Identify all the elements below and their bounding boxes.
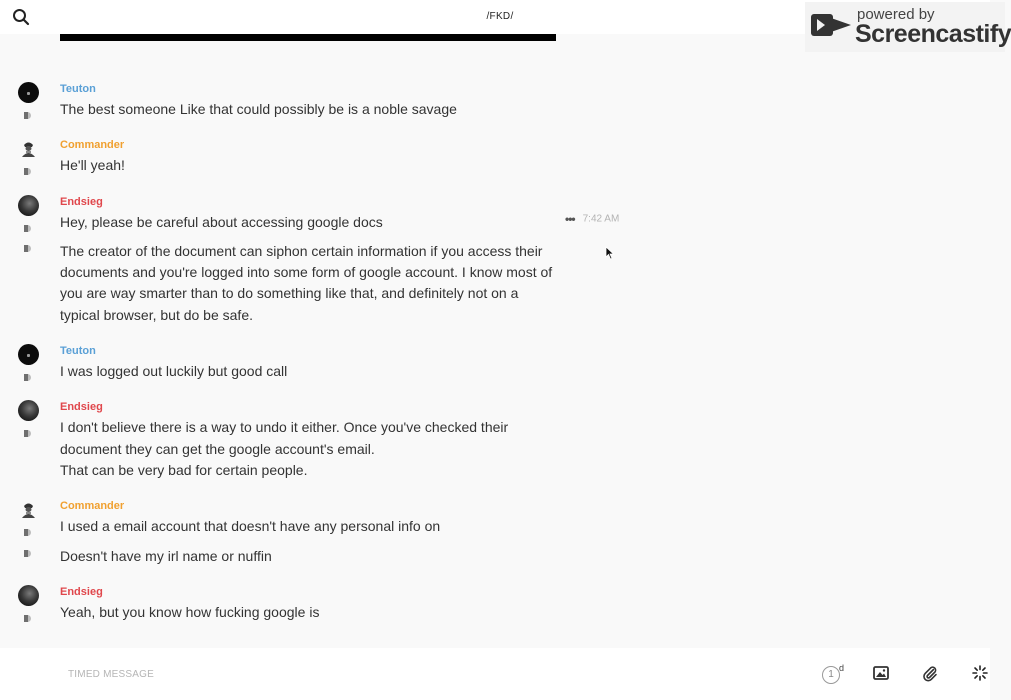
message-timestamp: 7:42 AM (582, 213, 620, 225)
message-text: I was logged out luckily but good call (60, 363, 288, 380)
message-text: The creator of the document can siphon certain information if you access their documents and you're logged into some form of google account. I know most of you are way smarter than to do something like that, and definitely not on a typical browser, but do be safe. (60, 242, 557, 323)
message-item[interactable] (0, 585, 990, 623)
message-author[interactable]: Teuton (60, 345, 96, 358)
message-author[interactable]: Teuton (60, 83, 96, 95)
screencastify-watermark (805, 2, 1011, 52)
message-item[interactable] (0, 82, 990, 120)
read-status-icon (24, 550, 31, 557)
message-text: I don't believe there is a way to undo it either. Once you've checked their document they can get the google account's email. That can be very bad for certain people. (60, 419, 509, 478)
read-status-icon (24, 374, 31, 381)
channel-title: /FKD/ (486, 11, 514, 22)
avatar[interactable] (18, 344, 39, 365)
read-status-icon (24, 529, 31, 536)
message-item[interactable] (0, 344, 990, 382)
timer-value: 1 (822, 666, 840, 684)
read-status-icon (24, 430, 31, 437)
mouse-pointer-icon (605, 246, 615, 265)
read-status-icon (24, 225, 31, 232)
message-item[interactable] (0, 138, 990, 176)
message-item[interactable] (0, 195, 990, 233)
watermark-line1: powered by (857, 6, 935, 23)
message-author[interactable]: Commander (60, 500, 125, 513)
top-bar (0, 0, 1011, 48)
message-item[interactable] (0, 546, 990, 567)
image-icon[interactable] (873, 665, 891, 683)
watermark-line2: Screencastify (855, 20, 1011, 48)
more-horizontal-icon[interactable]: ••• (565, 211, 575, 226)
read-status-icon (24, 615, 31, 622)
message-actions (565, 212, 619, 226)
avatar[interactable] (18, 499, 39, 520)
media-bar (60, 34, 556, 41)
message-item[interactable] (0, 400, 990, 481)
timer-button[interactable] (822, 664, 850, 686)
message-text: Hey, please be careful about accessing google docs (60, 213, 383, 230)
sparkle-icon[interactable] (972, 665, 990, 683)
message-text: He'll yeah! (60, 157, 125, 174)
read-status-icon (24, 112, 31, 119)
avatar[interactable] (18, 195, 39, 216)
avatar[interactable] (18, 585, 39, 606)
message-author[interactable]: Endsieg (60, 585, 103, 598)
message-text: I used a email account that doesn't have any personal info on (60, 518, 441, 535)
message-list (0, 60, 990, 648)
avatar[interactable] (18, 400, 39, 421)
message-author[interactable]: Endsieg (60, 195, 103, 208)
read-status-icon (24, 245, 31, 252)
screencastify-logo-icon (809, 8, 853, 44)
avatar[interactable] (18, 138, 39, 159)
composer-bar (0, 648, 990, 700)
paperclip-icon[interactable] (922, 665, 940, 683)
avatar[interactable] (18, 82, 39, 103)
read-status-icon (24, 168, 31, 175)
message-text: Doesn't have my irl name or nuffin (60, 547, 272, 564)
message-author[interactable]: Commander (60, 139, 125, 152)
message-author[interactable]: Endsieg (60, 401, 103, 414)
message-item[interactable] (0, 241, 990, 326)
message-item[interactable] (0, 499, 990, 537)
message-text: Yeah, but you know how fucking google is (60, 603, 320, 620)
message-text: The best someone Like that could possibly be is a noble savage (60, 101, 457, 117)
timer-unit: d (839, 663, 845, 673)
message-input[interactable] (60, 666, 676, 682)
